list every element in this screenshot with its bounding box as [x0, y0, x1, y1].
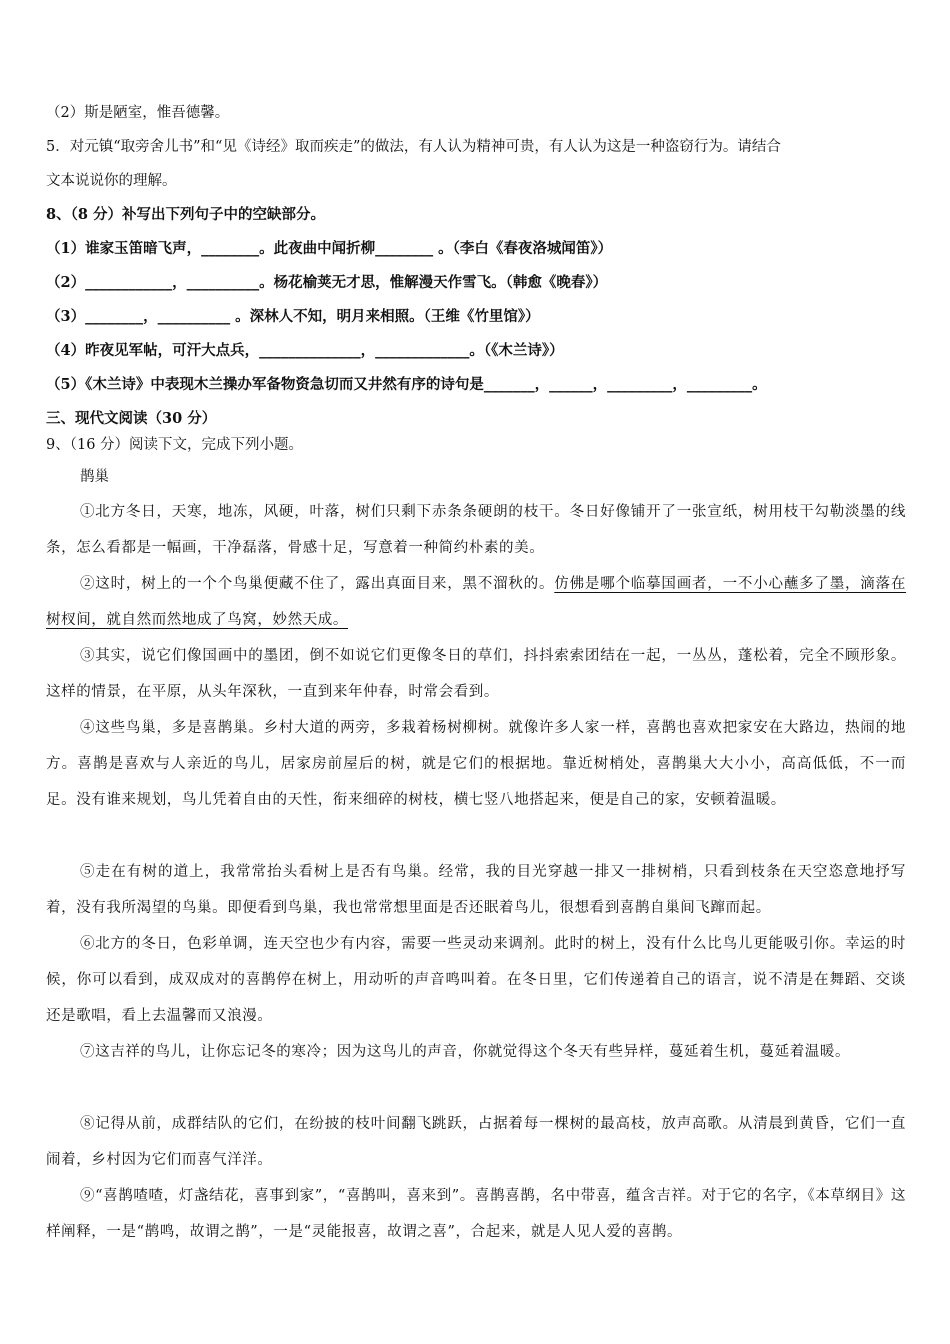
paragraph-5: ⑤走在有树的道上，我常常抬头看树上是否有鸟巢。经常，我的目光穿越一排又一排树梢，只看到枝条在天空恣意地抒写着，没有我所渴望的鸟巢。即便看到鸟巢，我也常常想里面是否还眠着鸟儿，很想看到喜鹊自巢间飞蹿而起。	[46, 864, 906, 916]
answer-line-2: （2）斯是陋室，惟吾德馨。	[46, 105, 230, 121]
paragraph-2-underlined-sentence: 仿佛是哪个临摹国画者，一不小心蘸多了墨，滴落在树杈间，就自然而然地成了鸟窝，妙然天成。	[46, 576, 906, 628]
paragraph-4: ④这些鸟巢，多是喜鹊巢。乡村大道的两旁，多栽着杨树柳树。就像许多人家一样，喜鹊也喜欢把家安在大路边，热闹的地方。喜鹊是喜欢与人亲近的鸟儿，居家房前屋后的树，就是它们的根据地。靠近树梢处，喜鹊巢大大小小，高高低低，不一而足。没有谁来规划，鸟儿凭着自由的天性，衔来细碎的树枝，横七竖八地搭起来，便是自己的家，安顿着温暖。	[46, 720, 906, 808]
paragraph-8: ⑧记得从前，成群结队的它们，在纷披的枝叶间翻飞跳跃，占据着每一棵树的最高枝，放声高歌。从清晨到黄昏，它们一直闹着，乡村因为它们而喜气洋洋。	[46, 1116, 906, 1168]
question-5-line-2: 文本说说你的理解。	[46, 173, 177, 189]
question-8-item-1: （1）谁家玉笛暗飞声，________。此夜曲中闻折柳________ 。（李白《春夜洛城闻笛》）	[46, 240, 613, 257]
paragraph-1: ①北方冬日，天寒，地冻，风硬，叶落，树们只剩下赤条条硬朗的枝干。冬日好像铺开了一张宣纸，树用枝干勾勒淡墨的线条，怎么看都是一幅画，干净磊落，骨感十足，写意着一种简约朴素的美。	[46, 504, 906, 556]
paragraph-7: ⑦这吉祥的鸟儿，让你忘记冬的寒冷；因为这鸟儿的声音，你就觉得这个冬天有些异样，蔓延着生机，蔓延着温暖。	[80, 1044, 851, 1060]
question-8-item-3: （3）________，__________ 。深林人不知，明月来相照。（王维《竹里馆》）	[46, 308, 540, 325]
question-8-item-5: （5）《木兰诗》中表现木兰操办军备物资急切而又井然有序的诗句是_______，______，_________，_________。	[46, 376, 767, 393]
paragraph-3: ③其实，说它们像国画中的墨团，倒不如说它们更像冬日的草们，抖抖索索团结在一起，一丛丛，蓬松着，完全不顾形象。这样的情景，在平原，从头年深秋，一直到来年仲春，时常会看到。	[46, 648, 906, 700]
question-8-item-2: （2）____________，__________。杨花榆荚无才思，惟解漫天作雪飞。（韩愈《晚春》）	[46, 274, 608, 291]
article-title: 鹊巢	[80, 469, 109, 485]
question-5-line-1: 5．对元镇“取旁舍儿书”和“见《诗经》取而疾走”的做法，有人认为精神可贵，有人认为这是一种盗窃行为。请结合	[46, 139, 781, 155]
paragraph-2-text: ②这时，树上的一个个鸟巢便藏不住了，露出真面目来，黑不溜秋的。	[80, 576, 555, 592]
question-8-item-4: （4）昨夜见军帖，可汗大点兵，______________，_____________。（《木兰诗》）	[46, 342, 564, 359]
question-8-heading: 8、（8 分）补写出下列句子中的空缺部分。	[46, 206, 325, 223]
question-9-heading: 9、（16 分）阅读下文，完成下列小题。	[46, 437, 304, 453]
paragraph-6: ⑥北方的冬日，色彩单调，连天空也少有内容，需要一些灵动来调剂。此时的树上，没有什么比鸟儿更能吸引你。幸运的时候，你可以看到，成双成对的喜鹊停在树上，用动听的声音鸣叫着。在冬日里，它们传递着自己的语言，说不清是在舞蹈、交谈还是歌唱，看上去温馨而又浪漫。	[46, 936, 906, 1024]
paragraph-9: ⑨“喜鹊喳喳，灯盏结花，喜事到家”，“喜鹊叫，喜来到”。喜鹊喜鹊，名中带喜，蕴含吉祥。对于它的名字，《本草纲目》这样阐释，一是“鹊鸣，故谓之鹊”，一是“灵能报喜，故谓之喜”，合起来，就是人见人爱的喜鹊。	[46, 1188, 906, 1240]
paragraph-2	[46, 566, 906, 638]
section-3-heading: 三、现代文阅读（30 分）	[46, 410, 217, 427]
